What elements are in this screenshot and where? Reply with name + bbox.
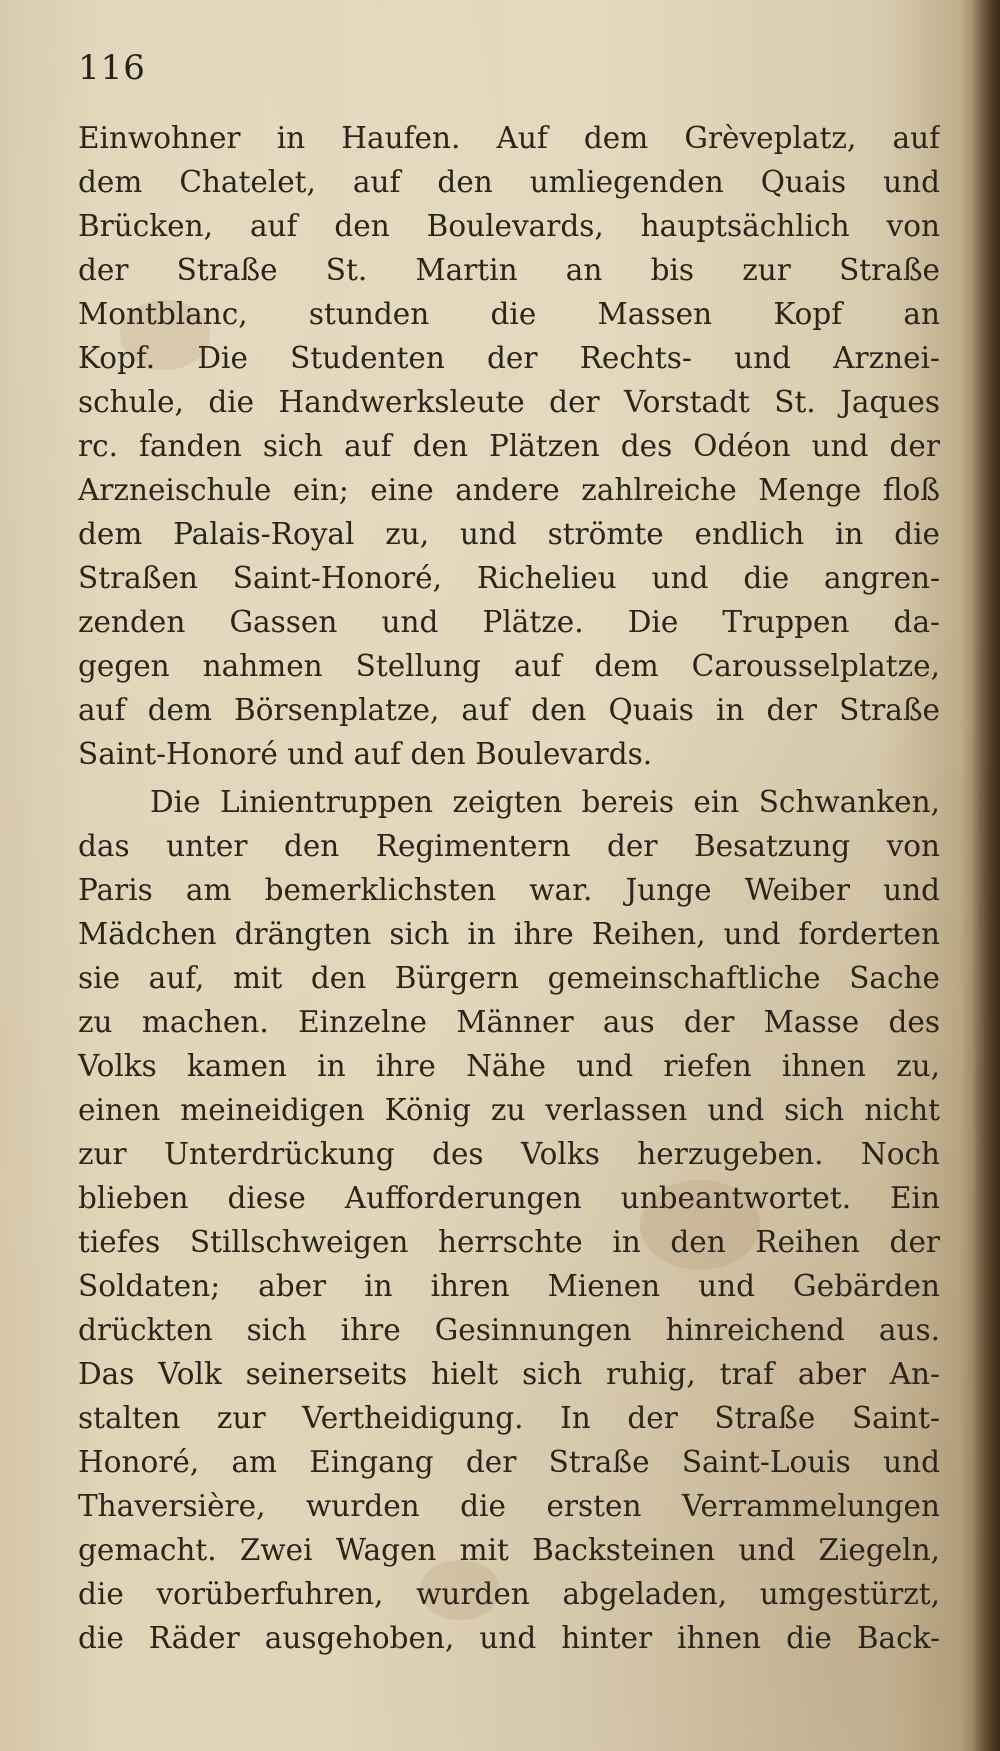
text-line: Honoré, am Eingang der Straße Saint-Louis und [78, 1445, 940, 1479]
text-line: Brücken, auf den Boulevards, hauptsächlich von [78, 209, 940, 243]
text-line: rc. fanden sich auf den Plätzen des Odéon und der [78, 429, 940, 463]
text-line: zu machen. Einzelne Männer aus der Masse des [78, 1005, 940, 1039]
text-line: Straßen Saint-Honoré, Richelieu und die angren- [78, 561, 940, 595]
text-line: Thaversière, wurden die ersten Verrammelungen [78, 1489, 940, 1523]
text-line: Das Volk seinerseits hielt sich ruhig, traf aber An- [78, 1357, 940, 1391]
text-line: die Räder ausgehoben, und hinter ihnen die Back- [78, 1621, 940, 1655]
paragraph-start-line: Die Linientruppen zeigten bereis ein Schwanken, [150, 785, 940, 819]
text-line: das unter den Regimentern der Besatzung von [78, 829, 940, 863]
text-line: sie auf, mit den Bürgern gemeinschaftliche Sache [78, 961, 940, 995]
text-line: Einwohner in Haufen. Auf dem Grèveplatz, auf [78, 121, 940, 155]
text-line: Kopf. Die Studenten der Rechts- und Arznei- [78, 341, 940, 375]
text-line: gemacht. Zwei Wagen mit Backsteinen und Ziegeln, [78, 1533, 940, 1567]
text-line: Soldaten; aber in ihren Mienen und Gebärden [78, 1269, 940, 1303]
text-line: Volks kamen in ihre Nähe und riefen ihnen zu, [78, 1049, 940, 1083]
text-line: Saint-Honoré und auf den Boulevards. [78, 737, 653, 771]
text-line: Mädchen drängten sich in ihre Reihen, und forderten [78, 917, 940, 951]
text-line: einen meineidigen König zu verlassen und sich nicht [78, 1093, 940, 1127]
text-line: der Straße St. Martin an bis zur Straße [78, 253, 940, 287]
text-line: tiefes Stillschweigen herrschte in den Reihen der [78, 1225, 940, 1259]
page-number: 116 [78, 48, 146, 88]
text-line: gegen nahmen Stellung auf dem Carousselplatze, [78, 649, 940, 683]
text-line: dem Chatelet, auf den umliegenden Quais und [78, 165, 940, 199]
text-line: die vorüberfuhren, wurden abgeladen, umgestürzt, [78, 1577, 940, 1611]
text-line: zur Unterdrückung des Volks herzugeben. Noch [78, 1137, 940, 1171]
spine-shadow [972, 0, 1000, 1751]
text-line: schule, die Handwerksleute der Vorstadt St. Jaques [78, 385, 940, 419]
text-line: stalten zur Vertheidigung. In der Straße Saint- [78, 1401, 940, 1435]
text-line: drückten sich ihre Gesinnungen hinreichend aus. [78, 1313, 940, 1347]
text-line: Arzneischule ein; eine andere zahlreiche Menge floß [78, 473, 940, 507]
text-line: auf dem Börsenplatze, auf den Quais in der Straße [78, 693, 940, 727]
text-line: blieben diese Aufforderungen unbeantwortet. Ein [78, 1181, 940, 1215]
text-line: zenden Gassen und Plätze. Die Truppen da- [78, 605, 940, 639]
text-line: Paris am bemerklichsten war. Junge Weiber und [78, 873, 940, 907]
text-line: Montblanc, stunden die Massen Kopf an [78, 297, 940, 331]
text-line: dem Palais-Royal zu, und strömte endlich in die [78, 517, 940, 551]
